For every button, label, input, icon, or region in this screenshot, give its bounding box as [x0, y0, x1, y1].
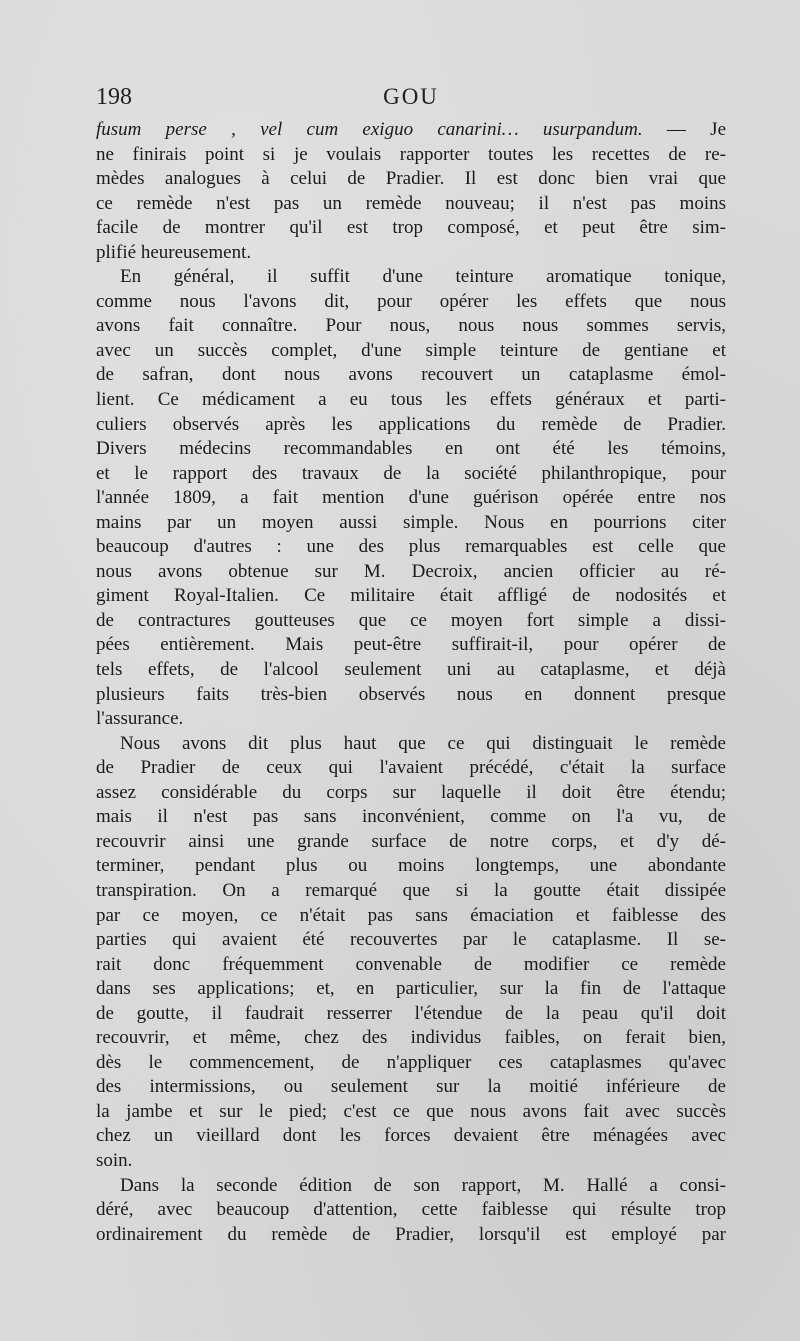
text-line: assez considérable du corps sur laquelle il doit être étendu;: [96, 781, 726, 803]
text-line: mèdes analogues à celui de Pradier. Il est donc bien vrai que: [96, 168, 726, 190]
text-line: Nous avons dit plus haut que ce qui distinguait le remède: [120, 732, 726, 754]
text-line: terminer, pendant plus ou moins longtemps, une abondante: [96, 855, 726, 877]
text-line: de Pradier de ceux qui l'avaient précédé, c'était la surface: [96, 757, 726, 779]
text-line: et le rapport des travaux de la société philanthropique, pour: [96, 462, 726, 484]
text-line: ne finirais point si je voulais rapporter toutes les recettes de re-: [96, 143, 726, 165]
page-number: 198: [96, 84, 132, 110]
text-line: recouvrir ainsi une grande surface de notre corps, et d'y dé-: [96, 830, 726, 852]
text-line: nous avons obtenue sur M. Decroix, ancien officier au ré-: [96, 560, 726, 582]
body-text: [96, 118, 726, 1247]
text-line: avons fait connaître. Pour nous, nous nous sommes servis,: [96, 315, 726, 337]
page-header: [96, 84, 726, 120]
text-line: plifié heureusement.: [96, 241, 252, 263]
text-line: par ce moyen, ce n'était pas sans émaciation et faiblesse des: [96, 904, 726, 926]
text-line: recouvrir, et même, chez des individus faibles, on ferait bien,: [96, 1027, 726, 1049]
text-line: de safran, dont nous avons recouvert un cataplasme émol-: [96, 364, 726, 386]
text-line: soin.: [96, 1149, 133, 1171]
text-line: l'assurance.: [96, 708, 184, 730]
text-line: plusieurs faits très-bien observés nous en donnent presque: [96, 683, 726, 705]
text-line: ce remède n'est pas un remède nouveau; il n'est pas moins: [96, 192, 726, 214]
text-fragment: — Je: [642, 119, 726, 140]
text-line: des intermissions, ou seulement sur la moitié inférieure de: [96, 1076, 726, 1098]
text-line: déré, avec beaucoup d'attention, cette faiblesse qui résulte trop: [96, 1199, 726, 1221]
text-line: Divers médecins recommandables en ont été les témoins,: [96, 438, 726, 460]
text-line: l'année 1809, a fait mention d'une guérison opérée entre nos: [96, 487, 726, 509]
text-line: beaucoup d'autres : une des plus remarquables est celle que: [96, 536, 726, 558]
text-line: de goutte, il faudrait resserrer l'étendue de la peau qu'il doit: [96, 1002, 726, 1024]
text-line: mais il n'est pas sans inconvénient, comme on l'a vu, de: [96, 806, 726, 828]
text-line: la jambe et sur le pied; c'est ce que nous avons fait avec succès: [96, 1100, 726, 1122]
text-line: tels effets, de l'alcool seulement uni au cataplasme, et déjà: [96, 659, 726, 681]
text-line: de contractures goutteuses que ce moyen fort simple a dissi-: [96, 609, 726, 631]
text-line: dès le commencement, de n'appliquer ces cataplasmes qu'avec: [96, 1051, 726, 1073]
text-line: dans ses applications; et, en particulier, sur la fin de l'attaque: [96, 978, 726, 1000]
text-line: En général, il suffit d'une teinture aromatique tonique,: [120, 266, 726, 288]
text-line: parties qui avaient été recouvertes par le cataplasme. Il se-: [96, 929, 726, 951]
text-line: rait donc fréquemment convenable de modifier ce remède: [96, 953, 726, 975]
running-head: GOU: [383, 84, 439, 109]
text-line: mains par un moyen aussi simple. Nous en pourrions citer: [96, 511, 726, 533]
text-line: chez un vieillard dont les forces devaient être ménagées avec: [96, 1125, 726, 1147]
text-line: comme nous l'avons dit, pour opérer les effets que nous: [96, 290, 726, 312]
text-line: facile de montrer qu'il est trop composé, et peut être sim-: [96, 217, 726, 239]
text-line: [96, 118, 726, 143]
italic-latin-text: fusum perse , vel cum exiguo canarini… usurpandum.: [96, 119, 643, 140]
text-line: transpiration. On a remarqué que si la goutte était dissipée: [96, 879, 726, 901]
text-line: ordinairement du remède de Pradier, lorsqu'il est employé par: [96, 1223, 726, 1245]
text-line: giment Royal-Italien. Ce militaire était affligé de nodosités et: [96, 585, 726, 607]
text-line: lient. Ce médicament a eu tous les effets généraux et parti-: [96, 389, 726, 411]
text-line: Dans la seconde édition de son rapport, M. Hallé a consi-: [120, 1174, 726, 1196]
text-line: pées entièrement. Mais peut-être suffirait-il, pour opérer de: [96, 634, 726, 656]
text-line: avec un succès complet, d'une simple teinture de gentiane et: [96, 339, 726, 361]
text-line: culiers observés après les applications du remède de Pradier.: [96, 413, 726, 435]
